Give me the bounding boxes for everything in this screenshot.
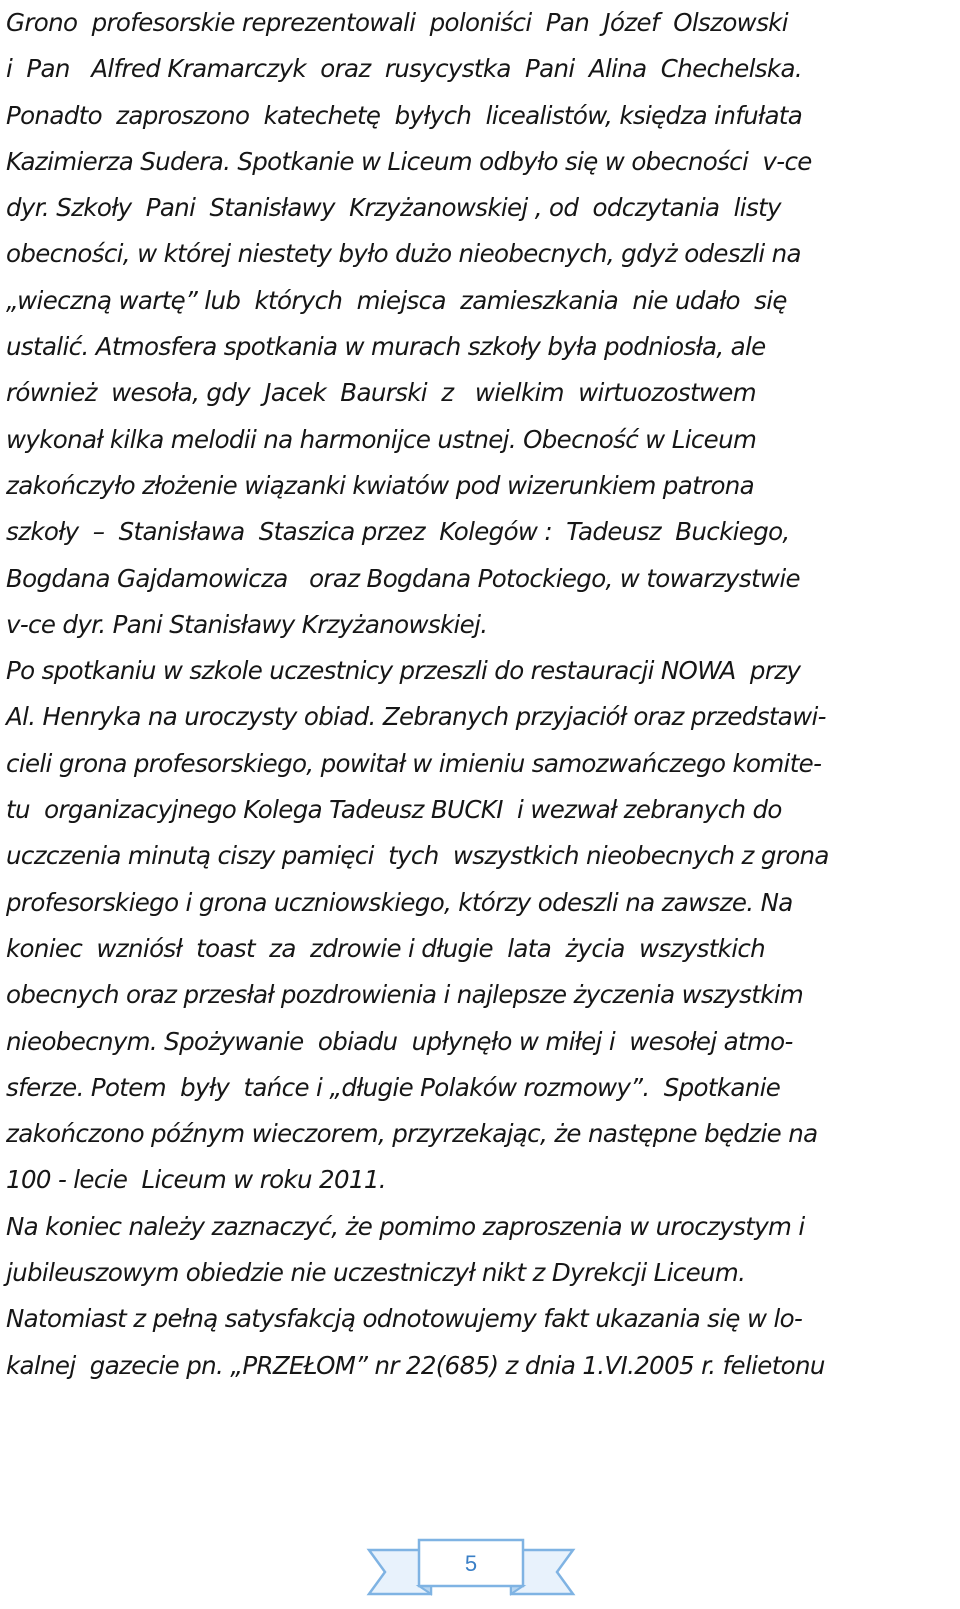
- text-line: Bogdana Gajdamowicza oraz Bogdana Potockiego, w towarzystwie: [6, 563, 800, 593]
- text-line: szkoły – Stanisława Staszica przez Kolegów : Tadeusz Buckiego,: [6, 517, 790, 547]
- text-line: sferze. Potem były tańce i „długie Polaków rozmowy”. Spotkanie: [6, 1072, 781, 1102]
- page-number-banner: [365, 1534, 577, 1600]
- text-line: kalnej gazecie pn. „PRZEŁOM” nr 22(685) z dnia 1.VI.2005 r. felietonu: [6, 1350, 825, 1380]
- text-line: jubileuszowym obiedzie nie uczestniczył nikt z Dyrekcji Liceum.: [6, 1258, 746, 1288]
- text-line: koniec wzniósł toast za zdrowie i długie lata życia wszystkich: [6, 933, 766, 963]
- text-line: tu organizacyjnego Kolega Tadeusz BUCKI i wezwał zebranych do: [6, 795, 782, 825]
- text-line: obecnych oraz przesłał pozdrowienia i najlepsze życzenia wszystkim: [6, 980, 804, 1010]
- document-body: [6, 0, 956, 1389]
- text-line: dyr. Szkoły Pani Stanisławy Krzyżanowskiej , od odczytania listy: [6, 193, 781, 223]
- text-line: zakończono późnym wieczorem, przyrzekając, że następne będzie na: [6, 1119, 818, 1149]
- text-line: Ponadto zaproszono katechetę byłych licealistów, księdza infułata: [6, 100, 803, 130]
- text-line: Grono profesorskie reprezentowali poloniści Pan Józef Olszowski: [6, 8, 788, 37]
- text-line: Natomiast z pełną satysfakcją odnotowujemy fakt ukazania się w lo-: [6, 1304, 803, 1334]
- text-line: obecności, w której niestety było dużo nieobecnych, gdyż odeszli na: [6, 239, 801, 269]
- text-line: wykonał kilka melodii na harmonijce ustnej. Obecność w Liceum: [6, 424, 757, 454]
- page-number: 5: [464, 1551, 478, 1576]
- text-line: również wesoła, gdy Jacek Baurski z wielkim wirtuozostwem: [6, 378, 756, 408]
- text-line: Kazimierza Sudera. Spotkanie w Liceum odbyło się w obecności v-ce: [6, 146, 812, 176]
- text-line: cieli grona profesorskiego, powitał w imieniu samozwańczego komite-: [6, 748, 822, 778]
- text-line: i Pan Alfred Kramarczyk oraz rusycystka Pani Alina Chechelska.: [6, 54, 802, 84]
- text-line: zakończyło złożenie wiązanki kwiatów pod wizerunkiem patrona: [6, 470, 755, 500]
- text-line: uczczenia minutą ciszy pamięci tych wszystkich nieobecnych z grona: [6, 841, 829, 871]
- text-line: Po spotkaniu w szkole uczestnicy przeszli do restauracji NOWA przy: [6, 656, 801, 686]
- text-line: ustalić. Atmosfera spotkania w murach szkoły była podniosła, ale: [6, 332, 766, 362]
- text-line: 100 - lecie Liceum w roku 2011.: [6, 1165, 386, 1195]
- text-line: Al. Henryka na uroczysty obiad. Zebranych przyjaciół oraz przedstawi-: [6, 702, 826, 732]
- text-line: nieobecnym. Spożywanie obiadu upłynęło w miłej i wesołej atmo-: [6, 1026, 793, 1056]
- text-line: Na koniec należy zaznaczyć, że pomimo zaproszenia w uroczystym i: [6, 1211, 805, 1241]
- text-line: profesorskiego i grona uczniowskiego, którzy odeszli na zawsze. Na: [6, 887, 793, 917]
- text-line: „wieczną wartę” lub których miejsca zamieszkania nie udało się: [6, 285, 787, 315]
- text-line: v-ce dyr. Pani Stanisławy Krzyżanowskiej.: [6, 609, 488, 639]
